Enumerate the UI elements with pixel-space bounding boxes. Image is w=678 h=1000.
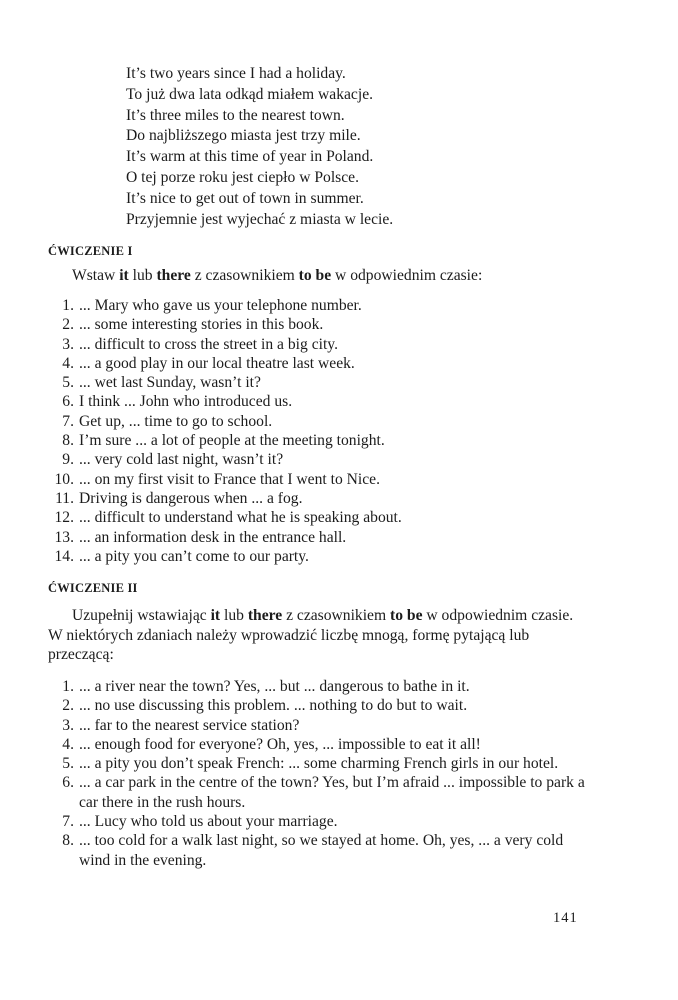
list-item [48, 735, 593, 754]
list-item [48, 812, 593, 831]
instruction-bold: to be [298, 267, 332, 284]
item-number: 2. [62, 316, 74, 334]
item-number: 14. [54, 547, 74, 565]
example-line: It’s two years since I had a holiday. [126, 65, 346, 82]
example-line: It’s warm at this time of year in Poland. [126, 148, 374, 166]
item-text: ... Lucy who told us about your marriage. [79, 813, 338, 831]
example-line: It’s three miles to the nearest town. [126, 106, 345, 124]
item-text: ... a car park in the centre of the town? Yes, but I’m afraid ... impossible to park a car there in the rush hours. [79, 774, 585, 811]
example-sentences [126, 64, 456, 230]
item-number: 3. [62, 716, 74, 734]
instruction-text: Wstaw [72, 267, 120, 284]
item-text: I’m sure ... a lot of people at the meeting tonight. [79, 432, 385, 450]
item-number: 7. [62, 412, 74, 430]
exercise-2-heading: ĆWICZENIE II [48, 581, 138, 595]
list-item [48, 335, 593, 354]
list-item [48, 489, 593, 508]
item-number: 5. [62, 374, 74, 392]
item-number: 6. [62, 393, 74, 411]
item-number: 5. [62, 755, 74, 773]
example-line: Do najbliższego miasta jest trzy mile. [126, 127, 361, 145]
item-text: ... a pity you can’t come to our party. [79, 547, 309, 565]
item-text: ... on my first visit to France that I went to Nice. [79, 470, 380, 488]
list-item [48, 296, 593, 315]
list-item [48, 831, 593, 870]
instruction-text: w odpowiednim czasie: [331, 267, 483, 284]
item-number: 4. [62, 354, 74, 372]
list-item [48, 392, 593, 411]
item-text: ... a pity you don’t speak French: ... some charming French girls in our hotel. [79, 755, 559, 773]
item-text: ... wet last Sunday, wasn’t it? [79, 374, 261, 392]
instruction-bold: it [119, 267, 129, 284]
list-item [48, 528, 593, 547]
exercise-2-list [48, 677, 593, 870]
item-text: Get up, ... time to go to school. [79, 412, 273, 430]
item-text: ... enough food for everyone? Oh, yes, ... impossible to eat it all! [79, 735, 481, 753]
instruction-text: Uzupełnij wstawiając [72, 607, 211, 624]
page-number: 141 [553, 910, 578, 926]
item-number: 1. [62, 678, 74, 695]
item-number: 13. [54, 528, 74, 546]
list-item [48, 696, 593, 715]
item-text: ... very cold last night, wasn’t it? [79, 451, 284, 469]
item-text: I think ... John who introduced us. [79, 393, 293, 411]
exercise-1-heading: ĆWICZENIE I [48, 244, 133, 258]
list-item [48, 354, 593, 373]
item-number: 1. [62, 297, 74, 314]
item-text: ... far to the nearest service station? [79, 716, 300, 734]
item-text: ... difficult to cross the street in a big city. [79, 335, 338, 353]
item-number: 3. [62, 335, 74, 353]
list-item [48, 773, 593, 812]
list-item [48, 754, 593, 773]
list-item [48, 315, 593, 334]
list-item [48, 470, 593, 489]
instruction-text: z czasownikiem [190, 267, 299, 284]
item-number: 9. [62, 451, 74, 469]
item-number: 2. [62, 697, 74, 715]
list-item [48, 450, 593, 469]
list-item [48, 677, 593, 696]
list-item [48, 431, 593, 450]
instruction-bold: to be [390, 607, 423, 624]
item-text: ... too cold for a walk last night, so we stayed at home. Oh, yes, ... a very cold wind in the evening. [79, 832, 564, 869]
example-line: Przyjemnie jest wyjechać z miasta w lecie. [126, 210, 394, 228]
item-number: 10. [54, 470, 74, 488]
instruction-text: lub [220, 607, 248, 624]
item-text: Driving is dangerous when ... a fog. [79, 489, 303, 507]
exercise-2-instruction [48, 606, 590, 665]
item-text: ... no use discussing this problem. ... nothing to do but to wait. [79, 697, 468, 715]
instruction-bold: it [210, 607, 221, 624]
example-line: To już dwa lata odkąd miałem wakacje. [126, 85, 374, 103]
list-item [48, 412, 593, 431]
item-text: ... a river near the town? Yes, ... but ... dangerous to bathe in it. [79, 678, 470, 695]
item-number: 6. [62, 774, 74, 792]
item-text: ... difficult to understand what he is speaking about. [79, 509, 402, 527]
instruction-text: lub [128, 267, 157, 284]
list-item [48, 716, 593, 735]
item-text: ... a good play in our local theatre last week. [79, 354, 355, 372]
item-number: 12. [54, 509, 74, 527]
item-number: 4. [62, 735, 74, 753]
exercise-1-list [48, 296, 593, 566]
list-item [48, 547, 593, 566]
item-number: 7. [62, 813, 74, 831]
list-item [48, 508, 593, 527]
item-text: ... some interesting stories in this book. [79, 316, 324, 334]
instruction-text: w odpowiednim czasie. W niektórych zdaniach należy wprowadzić liczbę mnogą, formę pytającą lub przeczącą: [48, 607, 574, 663]
instruction-bold: there [156, 267, 191, 284]
instruction-bold: there [247, 607, 283, 624]
item-number: 11. [55, 489, 74, 507]
item-number: 8. [62, 432, 74, 450]
example-line: It’s nice to get out of town in summer. [126, 189, 364, 207]
exercise-1-instruction [48, 266, 590, 286]
list-item [48, 373, 593, 392]
item-text: ... an information desk in the entrance hall. [79, 528, 347, 546]
instruction-text: z czasownikiem [282, 607, 391, 624]
example-line: O tej porze roku jest ciepło w Polsce. [126, 168, 359, 186]
item-number: 8. [62, 832, 74, 850]
item-text: ... Mary who gave us your telephone number. [79, 297, 362, 314]
